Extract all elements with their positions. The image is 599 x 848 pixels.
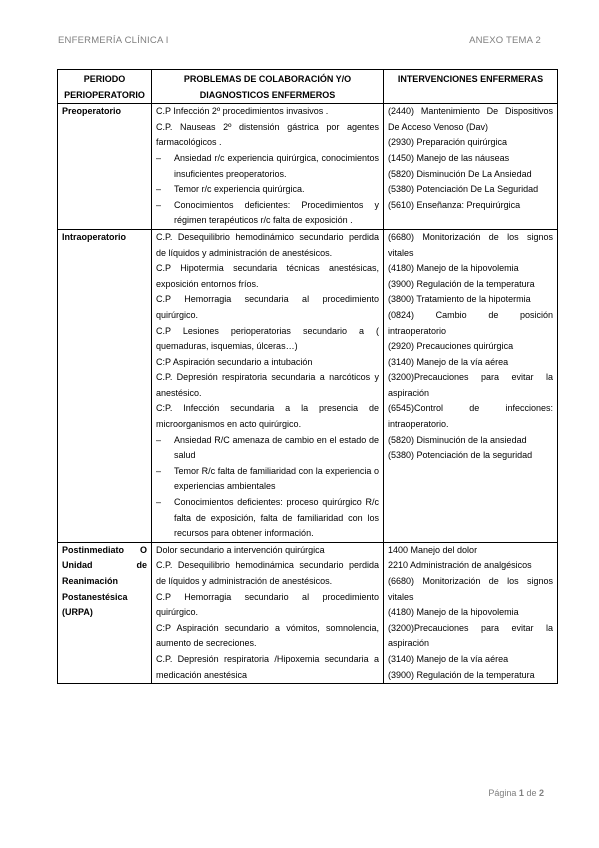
intervention-text: (4180) Manejo de la hipovolemia [388, 607, 519, 618]
problem-text: C.P. Depresión respiratoria secundaria a narcóticos y anestésico. [156, 372, 379, 398]
problems-cell [152, 104, 384, 230]
dash-bullet-icon: – [156, 465, 162, 476]
intervention-text: (3200)Precauciones para evitar la aspiración [388, 622, 553, 649]
intervention-text: (5380) Potenciación de la seguridad [388, 450, 533, 461]
problem-text: C.P Infección 2º procedimientos invasivos . [156, 106, 329, 117]
footer-page-total: 2 [538, 788, 544, 798]
period-cell: Postinmediato O Unidad de Reanimación Postanestésica (URPA) [58, 542, 152, 683]
interventions-cell [384, 104, 558, 230]
period-cell: Preoperatorio [58, 104, 152, 230]
interventions-cell [384, 229, 558, 542]
header-right: ANEXO TEMA 2 [469, 35, 541, 46]
problem-text: Temor R/c falta de familiaridad con la experiencia o experiencias ambientales [174, 465, 379, 492]
footer-of: de [526, 788, 537, 798]
intervention-text: (2920) Precauciones quirúrgica [388, 341, 514, 352]
intervention-text: (5820) Disminución De La Ansiedad [388, 168, 532, 179]
footer-page-number: 1 [518, 788, 524, 798]
problem-text: Dolor secundario a intervención quirúrgica [156, 544, 325, 555]
intervention-text: (6545)Control de infecciones: intraoperatorio. [388, 403, 553, 430]
table-row [58, 542, 558, 683]
bullet-item [156, 198, 379, 229]
bullet-item [156, 433, 379, 464]
dash-bullet-icon: – [156, 497, 162, 508]
intervention-text: (3140) Manejo de la vía aérea [388, 653, 509, 664]
problem-text: Ansiedad r/c experiencia quirúrgica, conocimientos insuficientes preoperatorios. [174, 152, 379, 179]
problem-text: C.P Lesiones perioperatorias secundario a ( quemaduras, isquemias, úlceras…) [156, 325, 379, 352]
period-cell: Intraoperatorio [58, 229, 152, 542]
bullet-item [156, 495, 379, 542]
dash-bullet-icon: – [156, 199, 162, 210]
problems-cell [152, 229, 384, 542]
intervention-text: (6680) Monitorización de los signos vitales [388, 231, 553, 258]
problem-text: C.P Hipotermia secundaria técnicas anestésicas, exposición entornos fríos. [156, 263, 379, 289]
problem-text: C:P. Infección secundaria a la presencia de microorganismos en acto quirúrgico. [156, 403, 379, 430]
problem-text: Conocimientos deficientes: Procedimientos y régimen terapéuticos r/c falta de exposición . [174, 199, 379, 226]
problem-text: C:P Aspiración secundario a vómitos, somnolencia, aumento de secreciones. [156, 622, 379, 649]
column-header-interventions: INTERVENCIONES ENFERMERAS [384, 70, 558, 104]
problems-cell [152, 542, 384, 683]
intervention-text: (5380) Potenciación De La Seguridad [388, 184, 539, 195]
intervention-text: (3140) Manejo de la vía aérea [388, 356, 509, 367]
problem-text: Temor r/c experiencia quirúrgica. [174, 184, 305, 195]
interventions-cell [384, 542, 558, 683]
intervention-text: (4180) Manejo de la hipovolemia [388, 263, 519, 274]
column-header-problems: PROBLEMAS DE COLABORACIÓN Y/O DIAGNOSTICOS ENFERMEROS [152, 70, 384, 104]
problem-text: C.P Hemorragia secundaria al procedimiento quirúrgico. [156, 294, 379, 320]
column-header-period: PERIODO PERIOPERATORIO [58, 70, 152, 104]
problem-text: C.P Hemorragia secundario al procedimiento quirúrgico. [156, 591, 379, 618]
intervention-text: (3900) Regulación de la temperatura [388, 669, 535, 680]
intervention-text: (0824) Cambio de posición intraoperatorio [388, 309, 553, 336]
problem-text: C.P. Desequilibrio hemodinámica secundario perdida de líquidos y administración de anestésicos. [156, 560, 379, 586]
problem-text: C.P. Desequilibrio hemodinámico secundario perdida de líquidos y administración de anestésicos. [156, 231, 379, 258]
intervention-text: (3200)Precauciones para evitar la aspiración [388, 372, 553, 398]
problem-text: C.P. Depresión respiratoria /Hipoxemia secundaria a medicación anestésica [156, 653, 379, 680]
intervention-text: (2440) Mantenimiento De Dispositivos De Acceso Venoso (Dav) [388, 106, 553, 132]
page-footer [488, 788, 544, 798]
intervention-text: (5820) Disminución de la ansiedad [388, 434, 527, 445]
intervention-text: (6680) Monitorización de los signos vitales [388, 576, 553, 602]
footer-prefix: Página [488, 788, 517, 798]
intervention-text: (3800) Tratamiento de la hipotermia [388, 294, 531, 305]
table-row [58, 104, 558, 230]
intervention-text: (5610) Enseñanza: Prequirúrgica [388, 199, 521, 210]
intervention-text: (3900) Regulación de la temperatura [388, 278, 535, 289]
dash-bullet-icon: – [156, 434, 162, 445]
bullet-item [156, 151, 379, 182]
table-header-row [58, 70, 558, 104]
bullet-item [156, 182, 379, 198]
problem-text: C.P. Nauseas 2º distensión gástrica por agentes farmacológicos . [156, 121, 379, 148]
problem-text: Conocimientos deficientes: proceso quirúrgico R/c falta de exposición, falta de familiaridad con los recursos para obtener información. [174, 497, 379, 539]
table-row [58, 229, 558, 542]
dash-bullet-icon: – [156, 152, 162, 163]
intervention-text: (1450) Manejo de las náuseas [388, 152, 510, 163]
problem-text: Ansiedad R/C amenaza de cambio en el estado de salud [174, 434, 379, 461]
bullet-item [156, 464, 379, 495]
intervention-text: (2930) Preparación quirúrgica [388, 137, 508, 148]
intervention-text: 2210 Administración de analgésicos [388, 560, 532, 571]
dash-bullet-icon: – [156, 184, 162, 195]
annex-table [57, 69, 558, 684]
intervention-text: 1400 Manejo del dolor [388, 544, 478, 555]
header-left: ENFERMERÍA CLÍNICA I [58, 35, 169, 46]
problem-text: C:P Aspiración secundario a intubación [156, 356, 313, 367]
